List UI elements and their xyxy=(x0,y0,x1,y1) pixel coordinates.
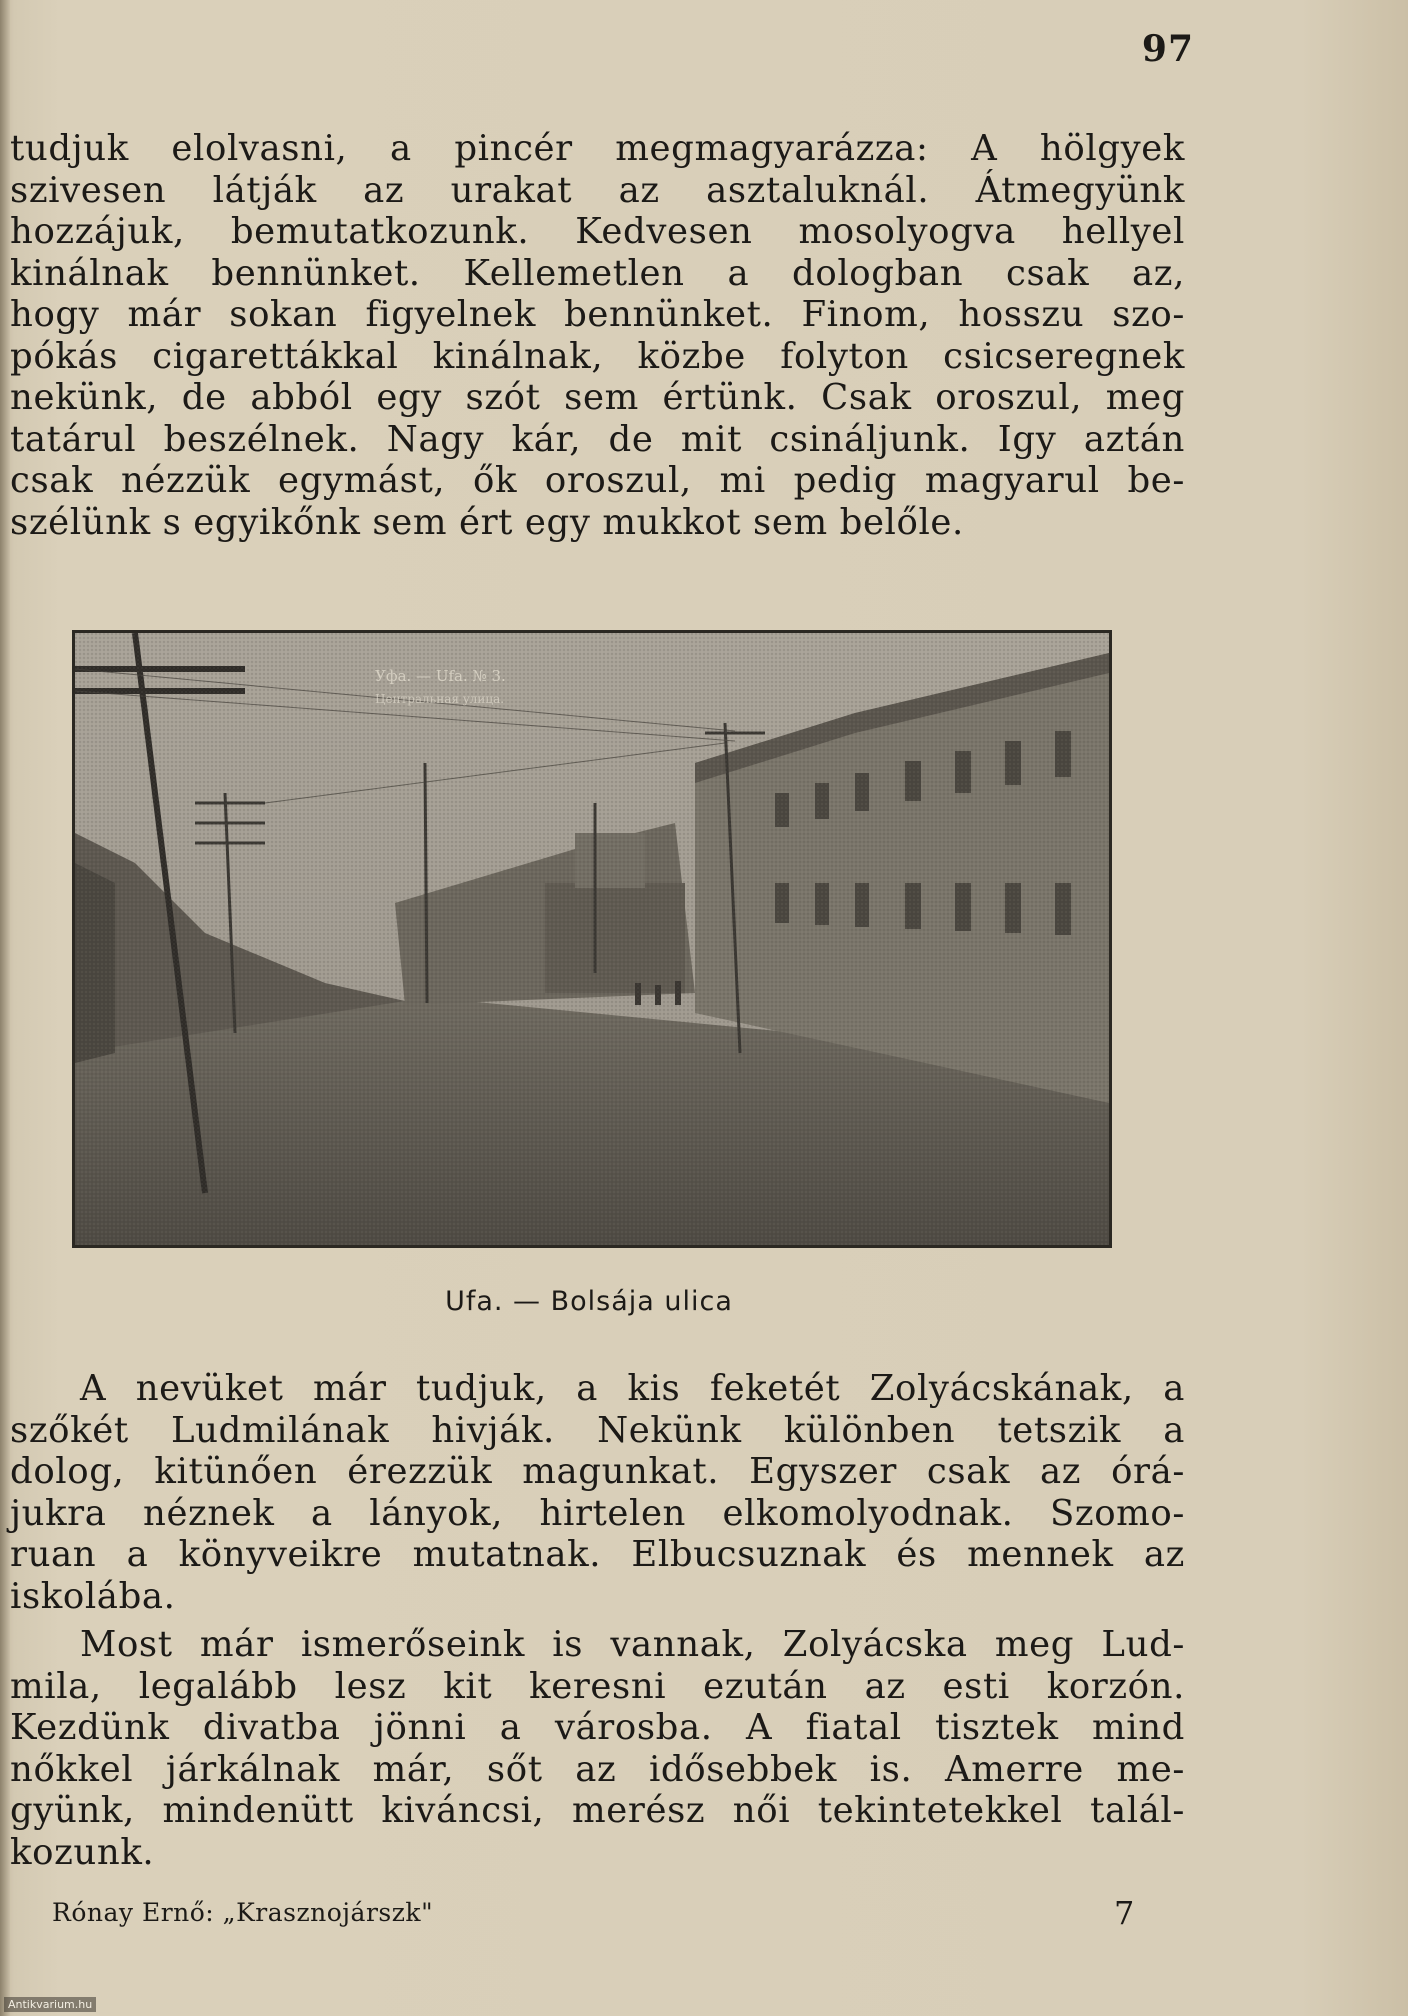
text-line: kinálnak bennünket. Kellemetlen a dologban csak az, xyxy=(10,252,1185,294)
text-line: Kezdünk divatba jönni a városba. A fiatal tisztek mind xyxy=(10,1707,1185,1748)
text-line: iskolába. xyxy=(10,1575,176,1617)
photo-caption: Ufa. — Bolsája ulica xyxy=(445,1286,733,1317)
text-line: tatárul beszélnek. Nagy kár, de mit csináljunk. Igy aztán xyxy=(10,418,1185,460)
photo-inscription-1: Уфа. — Ufa. № 3. xyxy=(375,667,506,685)
text-line: tudjuk elolvasni, a pincér megmagyarázza: A hölgyek xyxy=(10,128,1185,169)
footer-author-title: Rónay Ernő: „Krasznojárszk" xyxy=(52,1898,434,1927)
text-line: pókás cigarettákkal kinálnak, közbe folyton csicseregnek xyxy=(10,335,1185,377)
text-line: dolog, kitünően érezzük magunkat. Egyszer csak az órá- xyxy=(10,1451,1185,1492)
text-line: jukra néznek a lányok, hirtelen elkomolyodnak. Szomo- xyxy=(10,1492,1185,1534)
text-line: szélünk s egyikőnk sem ért egy mukkot sem belőle. xyxy=(10,501,964,543)
gutter-shadow xyxy=(0,0,10,2016)
paragraph-2 xyxy=(10,1368,1185,1617)
text-line: szivesen látják az urakat az asztaluknál. Átmegyünk xyxy=(10,169,1185,211)
text-line: Most már ismerőseink is vannak, Zolyácska meg Lud- xyxy=(80,1624,1185,1665)
text-line: szőkét Ludmilának hivják. Nekünk különben tetszik a xyxy=(10,1409,1185,1451)
text-line: gyünk, mindenütt kiváncsi, merész női tekintetekkel talál- xyxy=(10,1790,1185,1831)
text-line: hogy már sokan figyelnek bennünket. Finom, hosszu szo- xyxy=(10,294,1185,335)
text-line: kozunk. xyxy=(10,1831,155,1873)
paragraph-3 xyxy=(10,1624,1185,1873)
text-line: nekünk, de abból egy szót sem értünk. Csak oroszul, meg xyxy=(10,377,1185,418)
text-line: csak nézzük egymást, ők oroszul, mi pedig magyarul be- xyxy=(10,460,1185,501)
text-line: hozzájuk, bemutatkozunk. Kedvesen mosolyogva hellyel xyxy=(10,211,1185,252)
photo-inscription-2: Центральная улица. xyxy=(375,692,505,706)
page-number: 97 xyxy=(1141,28,1194,70)
text-line: nőkkel járkálnak már, sőt az idősebbek is. Amerre me- xyxy=(10,1748,1185,1790)
text-line: mila, legalább lesz kit keresni ezután az esti korzón. xyxy=(10,1665,1185,1707)
text-line: ruan a könyveikre mutatnak. Elbucsuznak és mennek az xyxy=(10,1534,1185,1575)
text-line: A nevüket már tudjuk, a kis feketét Zolyácskának, a xyxy=(80,1368,1185,1409)
watermark: Antikvarium.hu xyxy=(4,1997,96,2012)
street-photo xyxy=(72,630,1112,1248)
paragraph-1 xyxy=(10,128,1185,543)
signature-mark: 7 xyxy=(1114,1894,1135,1932)
